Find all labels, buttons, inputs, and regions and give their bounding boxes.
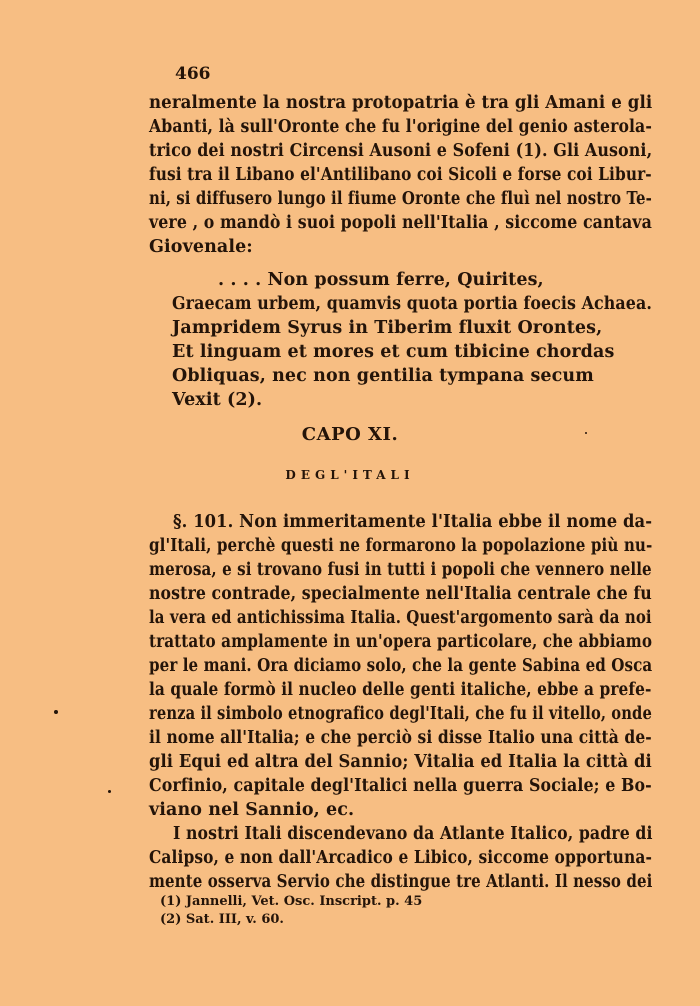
verse-line: Jampridem Syrus in Tiberim fluxit Orontes, [172,318,603,338]
text-line: nostre contrade, specialmente nell'Italia centrale che fu [149,584,652,604]
text-line: vere , o mandò i suoi popoli nell'Italia , siccome cantava [149,213,652,233]
verse-line: Graecam urbem, quamvis quota portia foecis Achaea. [172,294,652,314]
ink-speck [585,432,587,434]
text-line: merosa, e si trovano fusi in tutti i popoli che vennero nelle [149,560,652,580]
text-line: gli Equi ed altra del Sannio; Vitalia ed Italia la città di [149,752,652,772]
page-number: 466 [175,64,211,84]
verse-line: Et linguam et mores et cum tibicine chordas [172,342,615,362]
verse-line: Obliquas, nec non gentilia tympana secum [172,366,594,386]
text-line: gl'Itali, perchè questi ne formarono la popolazione più nu- [149,536,653,556]
footnote: (2) Sat. III, v. 60. [160,912,284,927]
text-line: Giovenale: [149,237,253,257]
text-line: il nome all'Italia; e che perciò si disse Italio una città de- [149,728,652,748]
text-line: Calipso, e non dall'Arcadico e Libico, siccome opportuna- [149,848,652,868]
text-line: la vera ed antichissima Italia. Quest'argomento sarà da noi [149,608,652,628]
text-line: viano nel Sannio, ec. [149,800,355,820]
text-line: Abanti, là sull'Oronte che fu l'origine del genio asterola- [149,117,652,137]
ink-speck [54,710,58,714]
verse-line: . . . . Non possum ferre, Quirites, [218,270,544,290]
text-line: per le mani. Ora diciamo solo, che la gente Sabina ed Osca [149,656,653,676]
text-line: trico dei nostri Circensi Ausoni e Sofeni (1). Gli Ausoni, [149,141,653,161]
ink-speck [108,790,111,793]
text-line: I nostri Itali discendevano da Atlante Italico, padre di [173,824,653,844]
chapter-title: CAPO XI. [301,424,399,445]
chapter-subtitle: DEGL'ITALI [285,468,415,482]
text-line: ni, si diffusero lungo il fiume Oronte che fluì nel nostro Te- [149,189,652,209]
text-line: mente osserva Servio che distingue tre Atlanti. Il nesso dei [149,872,653,892]
text-line: fusi tra il Libano el'Antilibano coi Sicoli e forse coi Libur- [149,165,652,185]
text-line: §. 101. Non immeritamente l'Italia ebbe il nome da- [173,512,653,532]
text-line: renza il simbolo etnografico degl'Itali, che fu il vitello, onde [149,704,652,724]
text-line: Corfinio, capitale degl'Italici nella guerra Sociale; e Bo- [149,776,652,796]
text-line: trattato amplamente in un'opera particolare, che abbiamo [149,632,653,652]
footnote: (1) Jannelli, Vet. Osc. Inscript. p. 45 [160,894,423,909]
text-line: neralmente la nostra protopatria è tra gli Amani e gli [149,93,653,113]
text-line: la quale formò il nucleo delle genti italiche, ebbe a prefe- [149,680,652,700]
verse-line: Vexit (2). [172,390,263,410]
